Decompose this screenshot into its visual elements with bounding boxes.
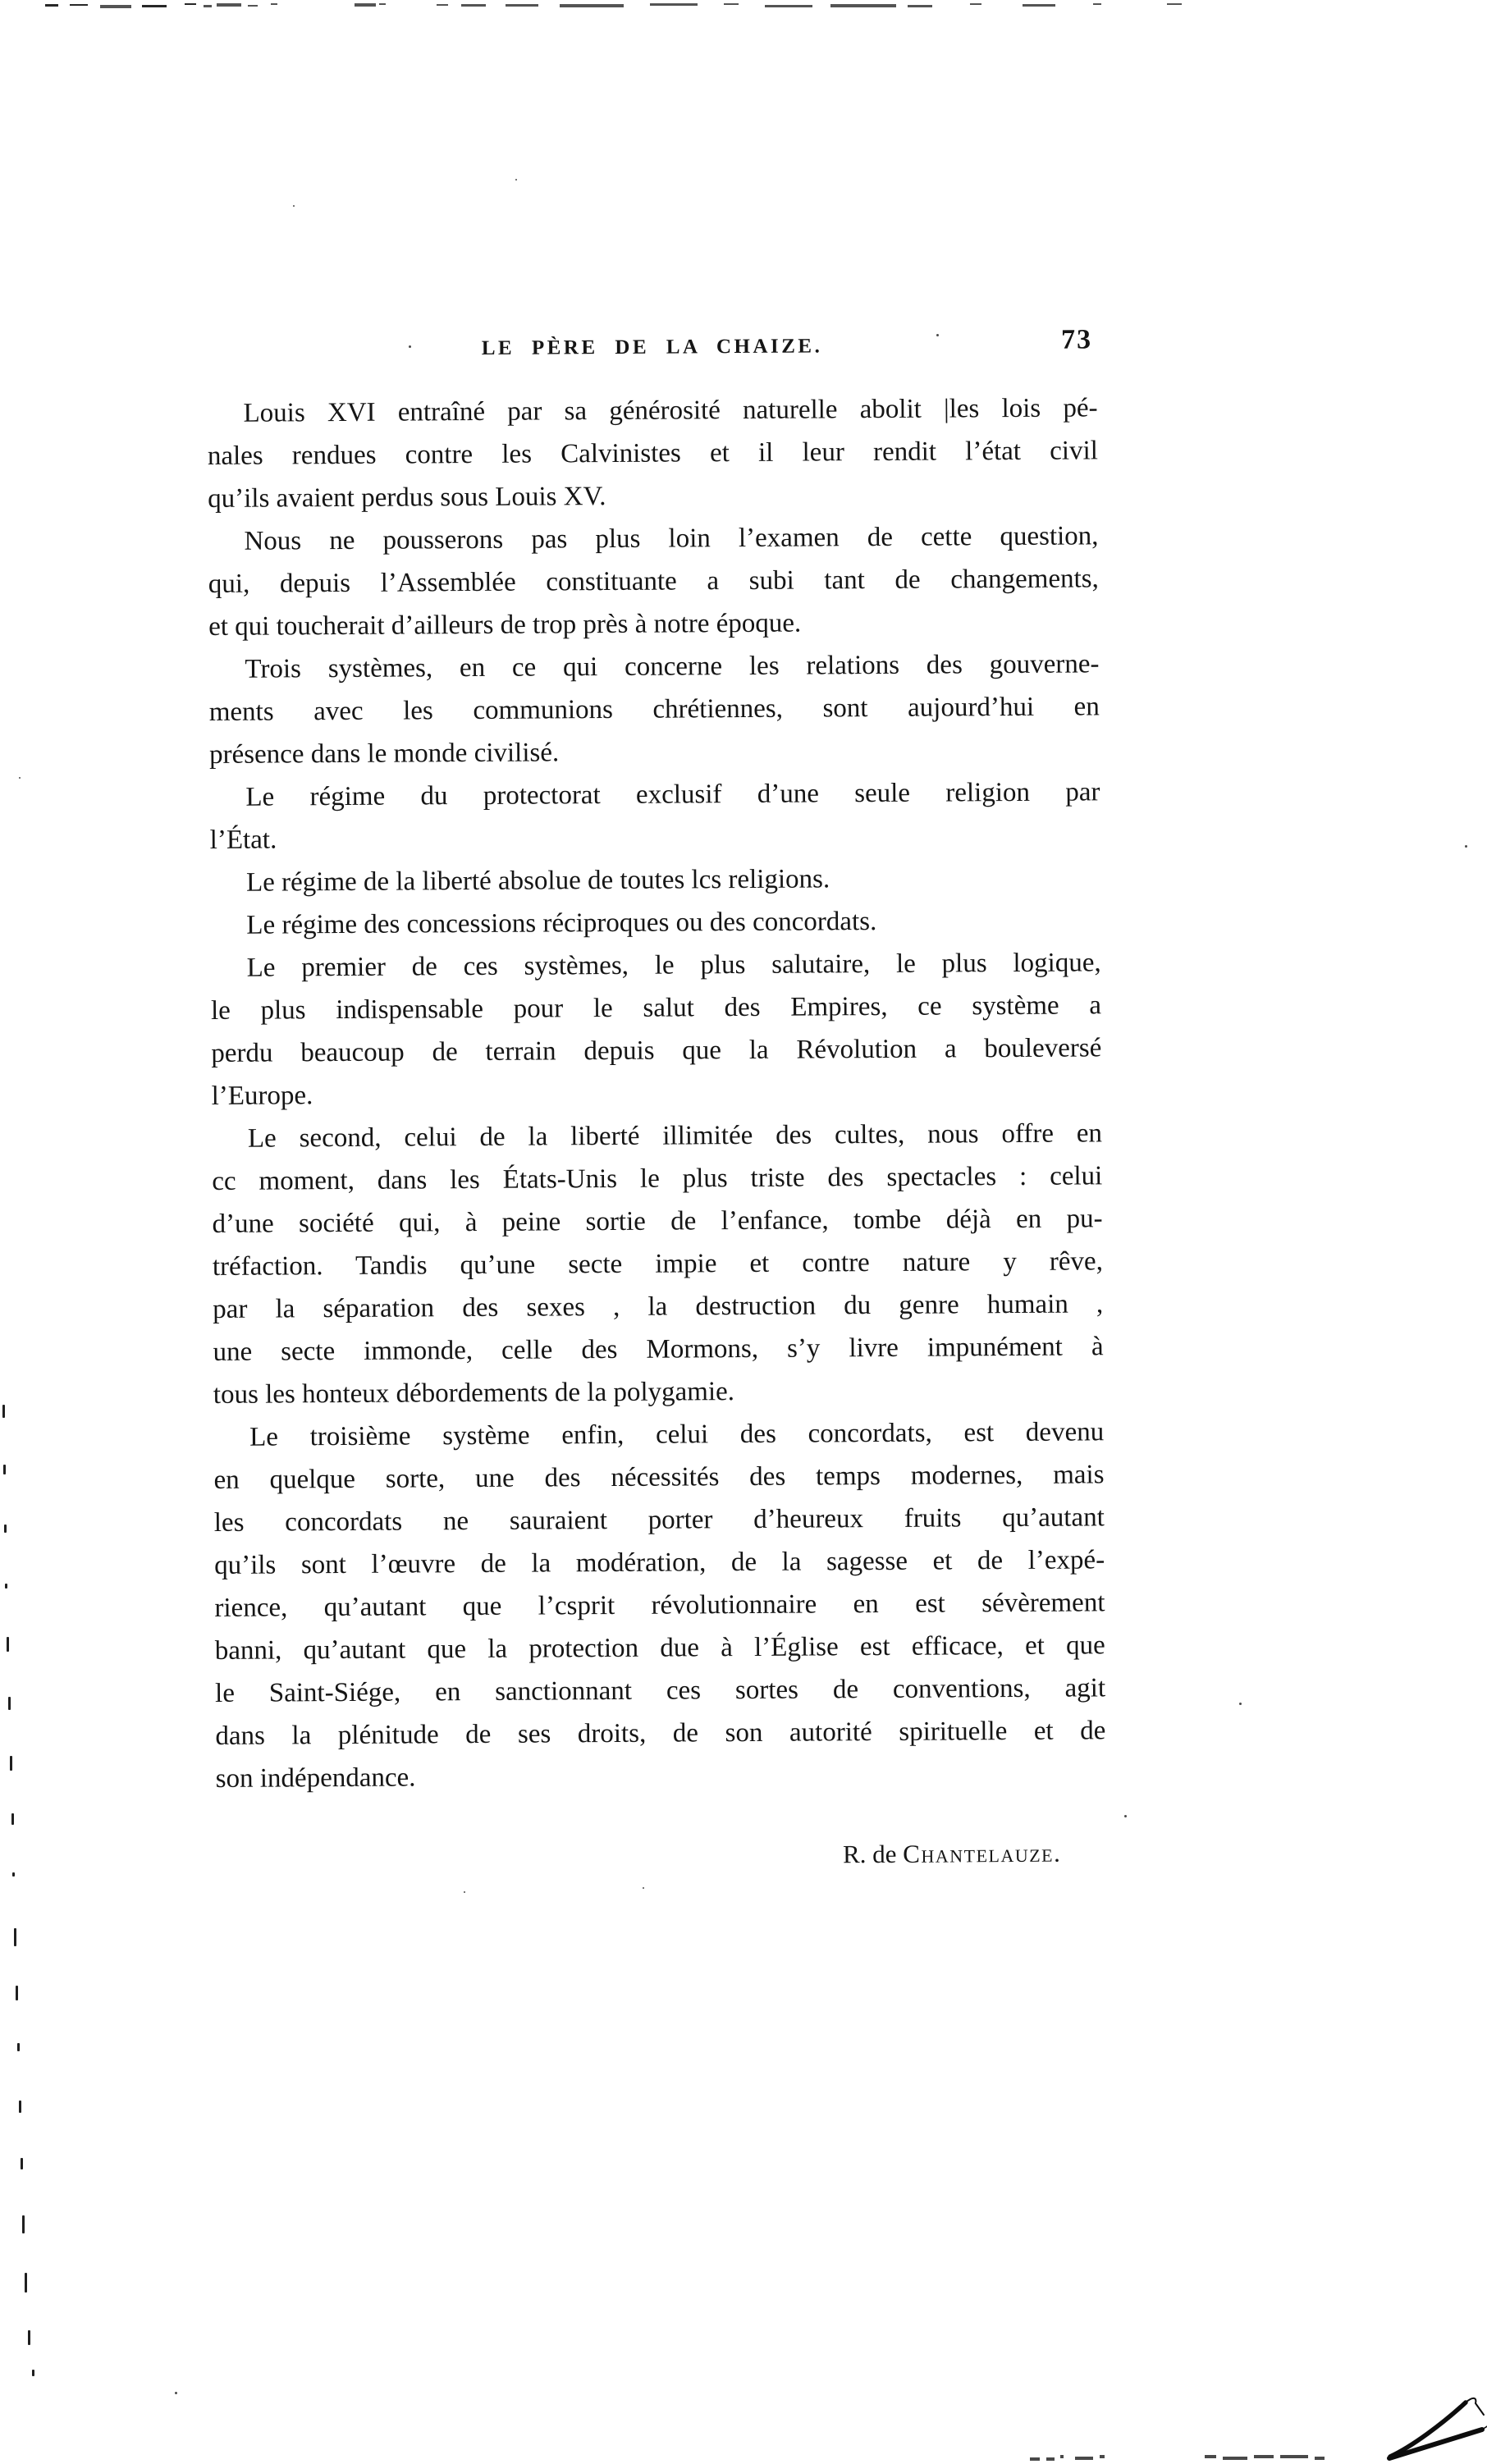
ink-speck bbox=[409, 345, 411, 348]
edge-dash bbox=[355, 3, 376, 7]
paragraph bbox=[213, 1410, 1106, 1800]
signature-name: Chantelauze. bbox=[903, 1838, 1062, 1868]
edge-dash bbox=[379, 3, 386, 5]
paragraph bbox=[207, 386, 1098, 520]
ink-speck bbox=[1124, 1815, 1127, 1817]
paragraph bbox=[212, 1112, 1104, 1416]
signature-prefix: R. de bbox=[842, 1839, 904, 1869]
edge-dash bbox=[1315, 2457, 1325, 2460]
ink-speck bbox=[464, 1891, 465, 1893]
edge-dash bbox=[1280, 2455, 1308, 2458]
text-line: qu’ils sont l’œuvre de la modération, de la sagesse et de l’expé- bbox=[214, 1545, 1105, 1580]
edge-dash bbox=[461, 4, 486, 7]
text-line: Le régime du protectorat exclusif d’une seule religion par bbox=[245, 777, 1100, 812]
binding-tick bbox=[21, 2158, 23, 2169]
text-line: les concordats ne sauraient porter d’heureux fruits qu’autant bbox=[213, 1502, 1105, 1538]
text-line: dans la plénitude de ses droits, de son autorité spirituelle et de bbox=[215, 1716, 1106, 1751]
ink-speck bbox=[293, 205, 295, 207]
edge-dash bbox=[1223, 2457, 1247, 2460]
binding-tick bbox=[16, 1986, 18, 2000]
text-line: l’État. bbox=[209, 825, 277, 855]
edge-dash bbox=[970, 3, 981, 5]
edge-dash bbox=[650, 3, 698, 6]
running-header-title: LE PÈRE DE LA CHAIZE. bbox=[481, 335, 823, 359]
ink-speck bbox=[19, 777, 21, 779]
edge-dash bbox=[765, 5, 812, 7]
edge-dash bbox=[830, 4, 896, 7]
paragraph bbox=[208, 642, 1100, 776]
text-line: banni, qu’autant que la protection due à l’Église est efficace, et que bbox=[214, 1630, 1105, 1666]
edge-dash bbox=[185, 3, 196, 5]
edge-dash bbox=[1030, 2457, 1040, 2461]
binding-tick bbox=[4, 1525, 7, 1533]
author-signature bbox=[216, 1839, 1061, 1873]
binding-tick bbox=[11, 1813, 14, 1825]
text-line: perdu beaucoup de terrain depuis que la Révolution a bouleversé bbox=[211, 1033, 1102, 1068]
ink-speck bbox=[1465, 845, 1467, 848]
edge-dash bbox=[1093, 3, 1101, 5]
text-line: tréfaction. Tandis qu’une secte impie et contre nature y rêve, bbox=[212, 1246, 1104, 1282]
page-number: 73 bbox=[1060, 324, 1093, 355]
pen-stroke-mark bbox=[1384, 2393, 1487, 2464]
text-line: le Saint-Siége, en sanctionnant ces sortes de conventions, agit bbox=[214, 1673, 1106, 1708]
edge-dash bbox=[204, 5, 212, 7]
text-line: l’Europe. bbox=[211, 1081, 313, 1111]
edge-dash bbox=[437, 4, 448, 6]
edge-dash bbox=[560, 4, 624, 7]
edge-dash bbox=[100, 5, 131, 8]
binding-tick bbox=[28, 2330, 30, 2345]
binding-tick bbox=[3, 1465, 6, 1474]
edge-dash bbox=[1075, 2457, 1093, 2460]
binding-tick bbox=[14, 1928, 16, 1946]
text-line: d’une société qui, à peine sortie de l’enfance, tombe déjà en pu- bbox=[212, 1204, 1103, 1239]
binding-tick bbox=[5, 1584, 7, 1589]
edge-dash bbox=[70, 4, 88, 6]
paragraph bbox=[208, 514, 1099, 648]
edge-dash bbox=[908, 5, 932, 7]
edge-dash bbox=[217, 3, 241, 7]
text-line: tous les honteux débordements de la polygamie. bbox=[213, 1377, 735, 1410]
ink-speck bbox=[936, 334, 939, 336]
binding-tick bbox=[2, 1405, 5, 1418]
text-line: Louis XVI entraîné par sa générosité naturelle abolit |les lois pé- bbox=[243, 393, 1098, 428]
text-line: cc moment, dans les États-Unis le plus triste des spectacles : celui bbox=[212, 1161, 1103, 1196]
text-line: et qui toucherait d’ailleurs de trop près à notre époque. bbox=[208, 608, 802, 642]
text-line: par la séparation des sexes , la destruction du genre humain , bbox=[213, 1289, 1104, 1324]
edge-dash bbox=[724, 3, 739, 5]
edge-dash bbox=[1046, 2457, 1055, 2461]
text-line: Le régime de la liberté absolue de toutes lcs religions. bbox=[245, 864, 830, 898]
binding-tick bbox=[17, 2043, 20, 2051]
edge-dash bbox=[271, 3, 277, 5]
paragraph bbox=[210, 898, 1100, 947]
text-line: ments avec les communions chrétiennes, sont aujourd’hui en bbox=[208, 692, 1100, 727]
edge-dash bbox=[1205, 2455, 1216, 2458]
edge-dash bbox=[1100, 2455, 1105, 2458]
text-line: nales rendues contre les Calvinistes et il leur rendit l’état civil bbox=[207, 436, 1098, 471]
ink-speck bbox=[1239, 1703, 1242, 1705]
text-line: en quelque sorte, une des nécessités des temps modernes, mais bbox=[213, 1460, 1105, 1495]
binding-tick bbox=[19, 2101, 21, 2113]
text-line: une secte immonde, celle des Mormons, s’y livre impunément à bbox=[213, 1332, 1104, 1367]
edge-dash bbox=[1254, 2455, 1274, 2458]
text-line: le plus indispensable pour le salut des Empires, ce système a bbox=[210, 990, 1102, 1026]
edge-dash bbox=[142, 5, 167, 7]
text-line: qu’ils avaient perdus sous Louis XV. bbox=[208, 482, 606, 514]
paragraph bbox=[210, 856, 1100, 904]
binding-tick bbox=[8, 1697, 11, 1710]
text-line: rience, qu’autant que l’csprit révolutionnaire en est sévèrement bbox=[214, 1588, 1105, 1623]
text-line: présence dans le monde civilisé. bbox=[208, 738, 560, 770]
binding-tick bbox=[25, 2273, 27, 2293]
ink-speck bbox=[515, 179, 517, 181]
ink-speck bbox=[175, 2392, 177, 2394]
binding-tick bbox=[22, 2215, 25, 2233]
edge-dash bbox=[45, 4, 58, 7]
text-line: Le troisième système enfin, celui des concordats, est devenu bbox=[249, 1417, 1105, 1452]
paragraph bbox=[211, 941, 1102, 1118]
binding-tick bbox=[32, 2370, 34, 2376]
edge-dash bbox=[1060, 2455, 1064, 2458]
edge-dash bbox=[1023, 4, 1055, 7]
paragraph bbox=[209, 770, 1100, 862]
text-line: Trois systèmes, en ce qui concerne les relations des gouverne- bbox=[245, 649, 1100, 684]
text-line: Nous ne pousserons pas plus loin l’examen de cette question, bbox=[244, 521, 1099, 556]
edge-dash bbox=[1167, 3, 1182, 5]
page-body bbox=[207, 386, 1105, 1800]
text-line: Le régime des concessions réciproques ou des concordats. bbox=[246, 907, 877, 940]
ink-speck bbox=[643, 1887, 644, 1889]
edge-dash bbox=[506, 4, 538, 7]
binding-tick bbox=[10, 1756, 12, 1771]
text-line: Le second, celui de la liberté illimitée des cultes, nous offre en bbox=[247, 1118, 1103, 1154]
edge-dash bbox=[248, 5, 258, 7]
text-line: son indépendance. bbox=[215, 1762, 416, 1794]
text-line: qui, depuis l’Assemblée constituante a subi tant de changements, bbox=[208, 564, 1099, 599]
binding-tick bbox=[12, 1872, 15, 1877]
binding-tick bbox=[7, 1637, 9, 1652]
text-line: Le premier de ces systèmes, le plus salutaire, le plus logique, bbox=[246, 948, 1101, 983]
